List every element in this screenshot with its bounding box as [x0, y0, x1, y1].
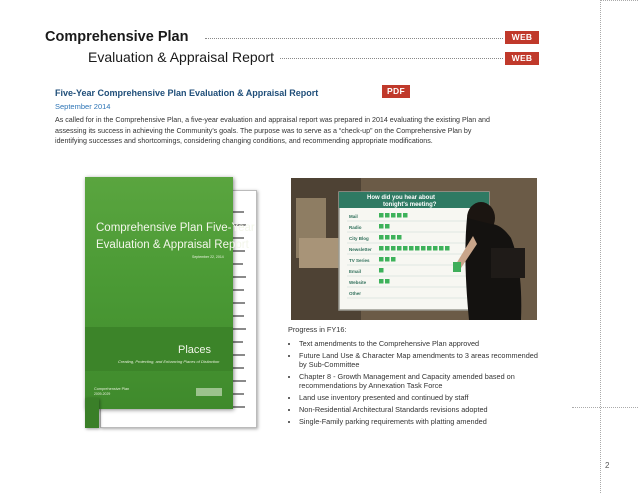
- board-tally-dot: [385, 279, 390, 284]
- board-row-label: Website: [349, 280, 367, 285]
- board-tally-dot: [385, 224, 390, 229]
- cover-date: September 22, 2014: [192, 255, 224, 259]
- board-tally-dot: [397, 246, 402, 251]
- board-tally-dot: [391, 246, 396, 251]
- cover-band-tagline: Creating, Protecting, and Enhancing Places of Distinction: [118, 359, 220, 364]
- pdf-link-badge[interactable]: PDF: [382, 85, 410, 98]
- cover-band-title: Places: [178, 344, 212, 356]
- progress-item: • Land use inventory presented and continued by staff: [299, 393, 538, 402]
- board-tally-dot: [385, 235, 390, 240]
- board-tally-dot: [433, 246, 438, 251]
- page-number: 2: [605, 461, 610, 470]
- progress-heading: Progress in FY16:: [288, 325, 347, 334]
- meeting-photo-illustration: [291, 178, 537, 320]
- board-tally-dot: [421, 246, 426, 251]
- web-link-badge-bottom[interactable]: WEB: [505, 52, 539, 65]
- board-row-label: TV Series: [349, 258, 370, 263]
- page-title: Comprehensive Plan: [45, 29, 189, 45]
- progress-item: • Future Land Use & Character Map amendments to 3 areas recommended by Sub-Committee: [299, 351, 538, 369]
- report-cover-spine: [85, 398, 99, 428]
- board-tally-dot: [409, 246, 414, 251]
- board-tally-dot: [391, 213, 396, 218]
- board-tally-dot: [379, 246, 384, 251]
- board-row-label: Mail: [349, 214, 358, 219]
- cover-footer-line1: Comprehensive Plan: [94, 387, 130, 391]
- board-tally-dot: [403, 213, 408, 218]
- board-title-line2: tonight's meeting?: [383, 202, 437, 208]
- progress-section: [288, 325, 538, 429]
- right-margin-rule: [600, 0, 601, 493]
- cover-title-line2: Evaluation & Appraisal Report: [96, 239, 249, 251]
- cover-footer-line2: 2009-2029: [94, 392, 111, 396]
- board-tally-dot: [379, 257, 384, 262]
- board-tally-dot: [439, 246, 444, 251]
- board-tally-dot: [397, 213, 402, 218]
- bottom-corner-rule: [572, 407, 638, 408]
- board-row-label: Email: [349, 269, 362, 274]
- top-corner-rule: [600, 0, 638, 1]
- meeting-photo: [291, 178, 537, 320]
- board-row-label: Radio: [349, 225, 362, 230]
- section-description: As called for in the Comprehensive Plan, a five-year evaluation and appraisal report was prepared in 2014 evaluating the existing Plan and assessing its success in achieving the Community's goals. The purpose was to serve as a “check-up” on the Comprehensive Plan by identifying successes and shortcomings, considering changing conditions, and recommending appropriate modifications.: [55, 116, 490, 145]
- board-tally-dot: [427, 246, 432, 251]
- board-tally-dot: [379, 235, 384, 240]
- cover-logo-icon: [196, 388, 222, 396]
- board-tally-dot: [397, 235, 402, 240]
- board-tally-dot: [403, 246, 408, 251]
- subtitle-leader-line: [280, 58, 503, 59]
- board-tally-dot: [385, 257, 390, 262]
- web-link-badge-top[interactable]: WEB: [505, 31, 539, 44]
- board-row-label: Other: [349, 291, 362, 296]
- progress-item: • Single-Family parking requirements with platting amended: [299, 417, 538, 426]
- board-tally-dot: [379, 279, 384, 284]
- board-tally-dot: [379, 213, 384, 218]
- board-tally-dot: [391, 257, 396, 262]
- board-title-line1: How did you hear about: [367, 195, 436, 201]
- board-tally-dot: [385, 246, 390, 251]
- progress-item: • Text amendments to the Comprehensive Plan approved: [299, 339, 538, 348]
- board-tally-dot: [379, 224, 384, 229]
- board-tally-dot: [391, 235, 396, 240]
- board-tally-dot: [445, 246, 450, 251]
- board-row-label: Newsletter: [349, 247, 372, 252]
- board-tally-dot: [379, 268, 384, 273]
- report-cover[interactable]: [85, 177, 233, 409]
- board-tally-dot: [415, 246, 420, 251]
- board-tally-dot: [385, 213, 390, 218]
- progress-item: • Chapter 8 - Growth Management and Capacity amended based on recommendations by Annexation Task Force: [299, 372, 538, 390]
- progress-list: [288, 339, 538, 426]
- board-row-label: City Blog: [349, 236, 369, 241]
- section-title: Five-Year Comprehensive Plan Evaluation & Appraisal Report: [55, 88, 319, 98]
- cover-title-line1: Comprehensive Plan Five-Year: [96, 222, 255, 234]
- section-date: September 2014: [55, 102, 111, 111]
- page-subtitle: Evaluation & Appraisal Report: [88, 49, 274, 65]
- progress-item: • Non-Residential Architectural Standards revisions adopted: [299, 405, 538, 414]
- title-leader-line: [205, 38, 503, 39]
